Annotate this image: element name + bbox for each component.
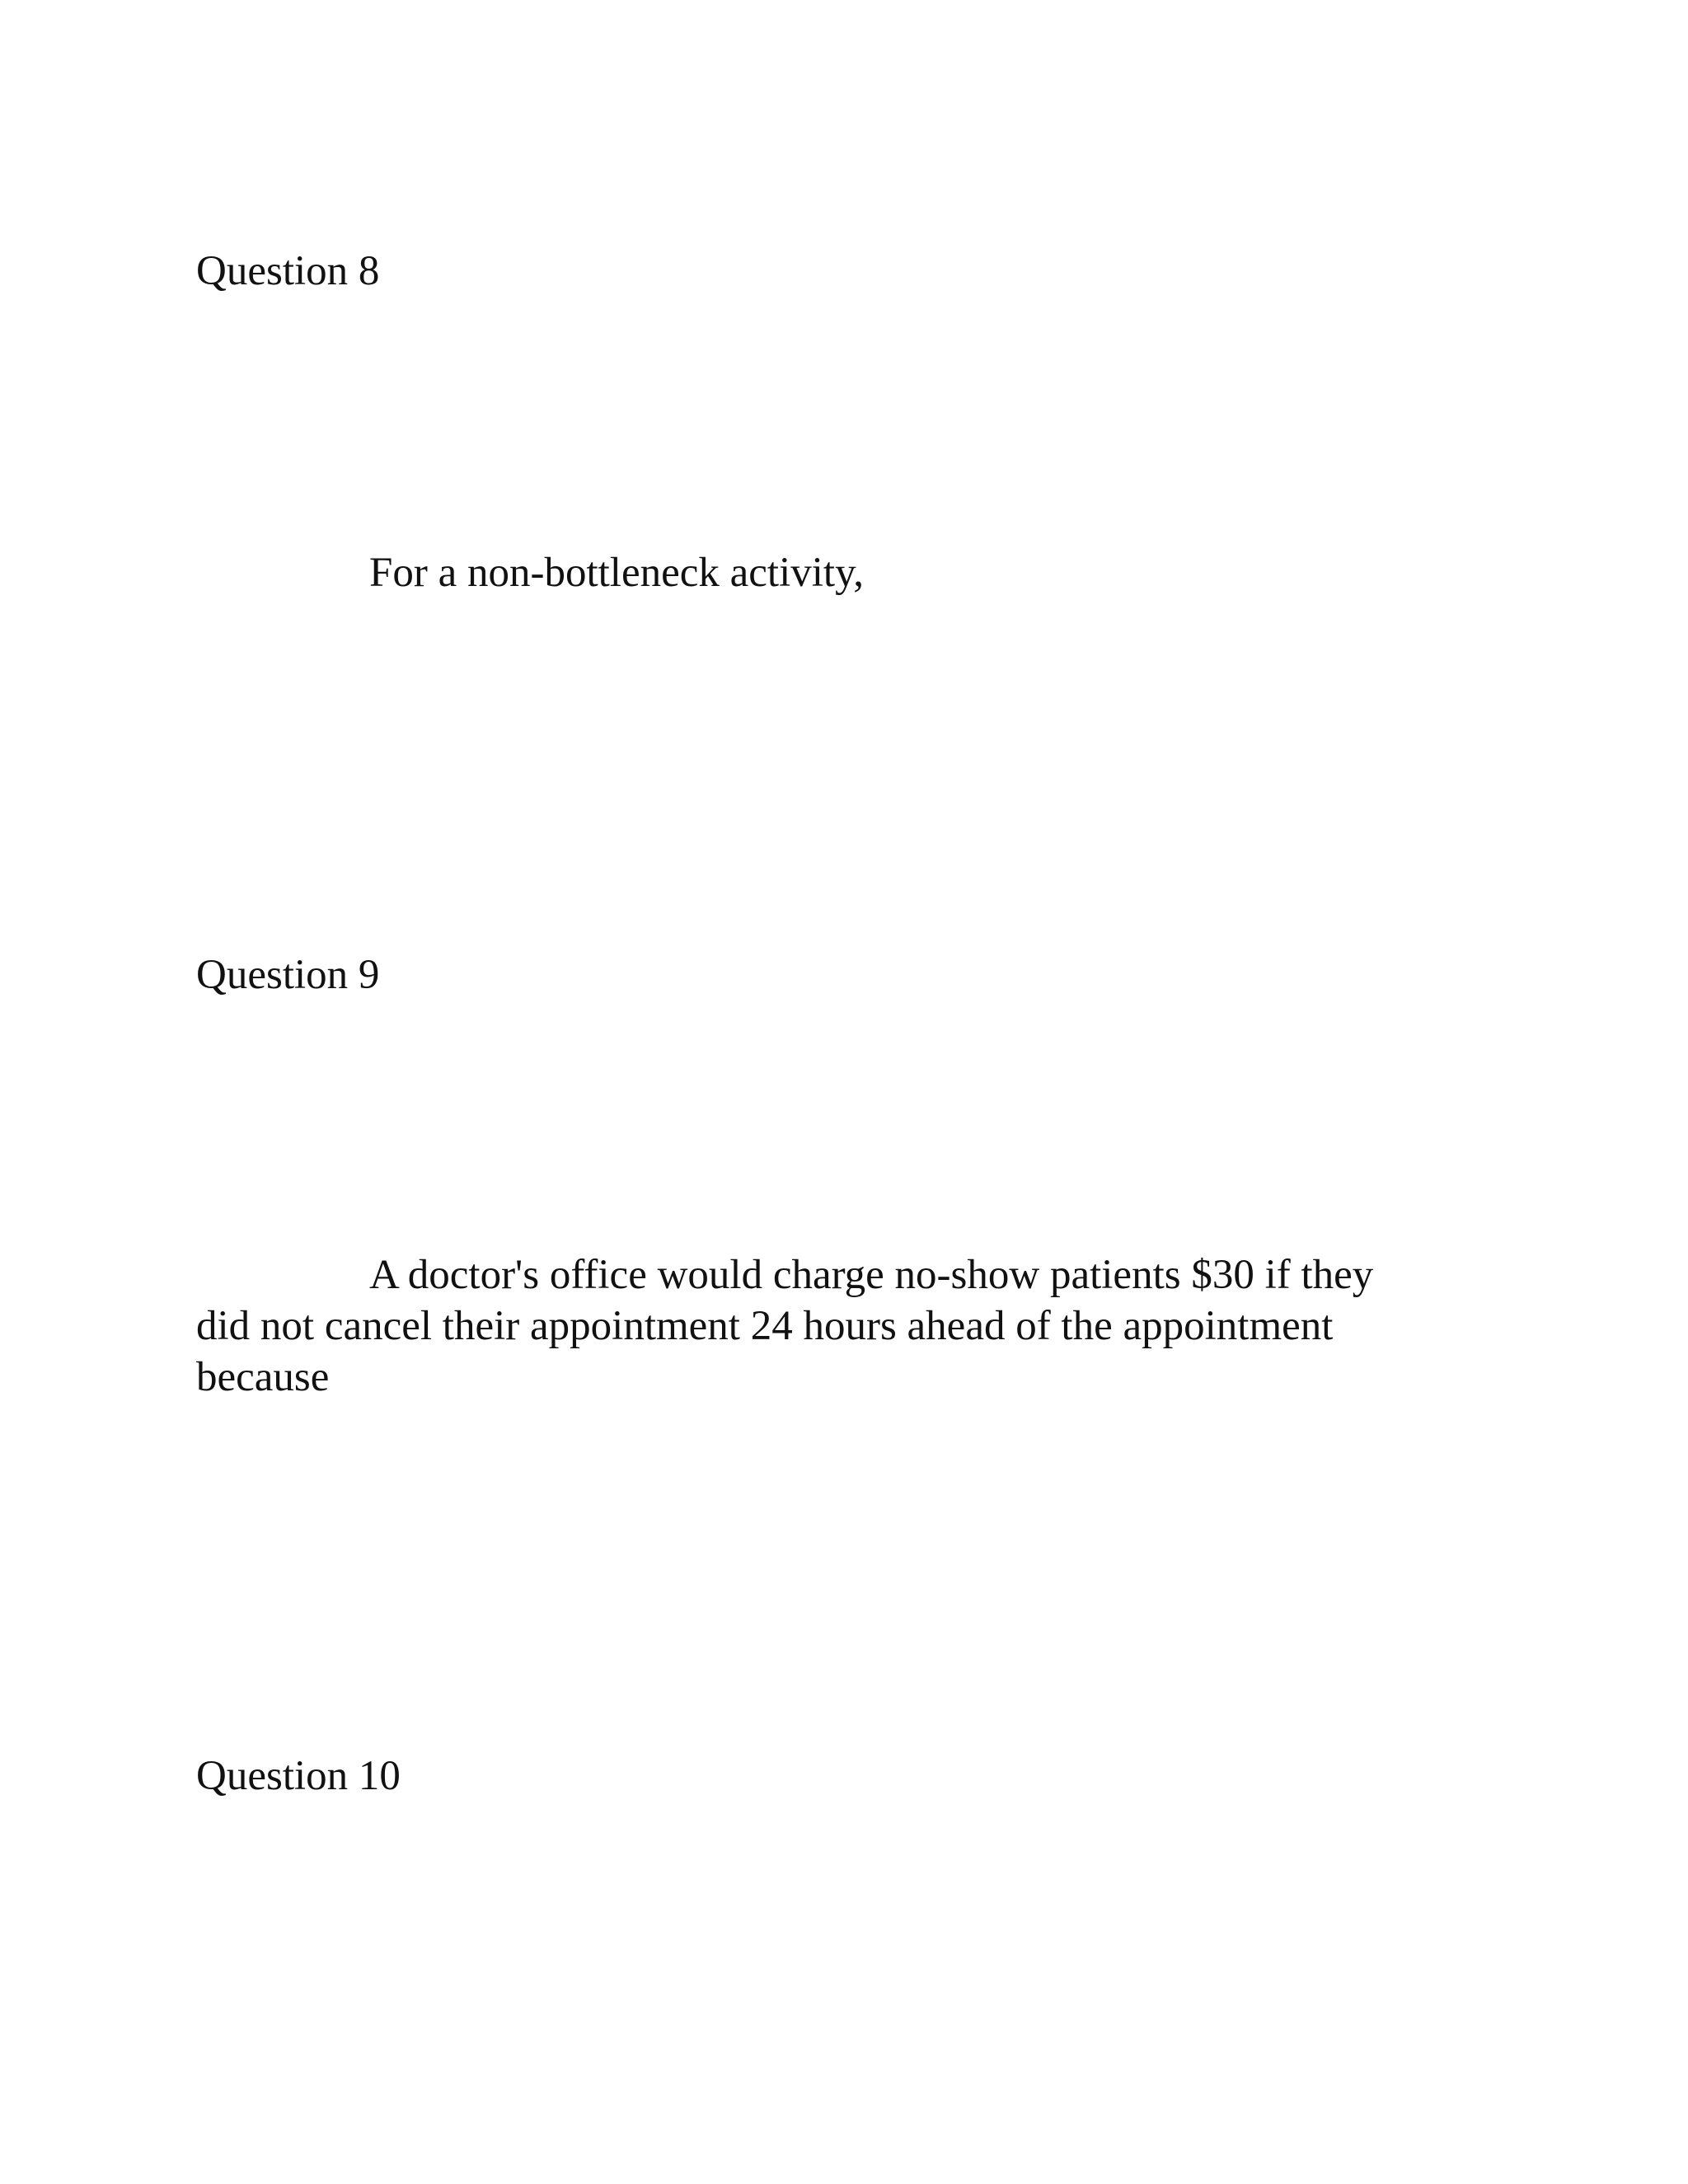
question-9-prompt-line-2: did not cancel their appointment 24 hours ahead of the appointment <box>196 1303 1334 1349</box>
question-9-prompt-line-3: because <box>196 1354 330 1400</box>
question-10-heading: Question 10 <box>196 1753 401 1799</box>
question-9-prompt-line-1: A doctor's office would charge no-show patients $30 if they <box>369 1252 1374 1298</box>
question-8-heading: Question 8 <box>196 248 380 294</box>
question-8-prompt-line-1: For a non-bottleneck activity, <box>369 550 865 596</box>
question-8-prompt <box>196 547 1482 598</box>
question-9-prompt <box>196 1249 1482 1403</box>
question-9-heading: Question 9 <box>196 952 380 998</box>
